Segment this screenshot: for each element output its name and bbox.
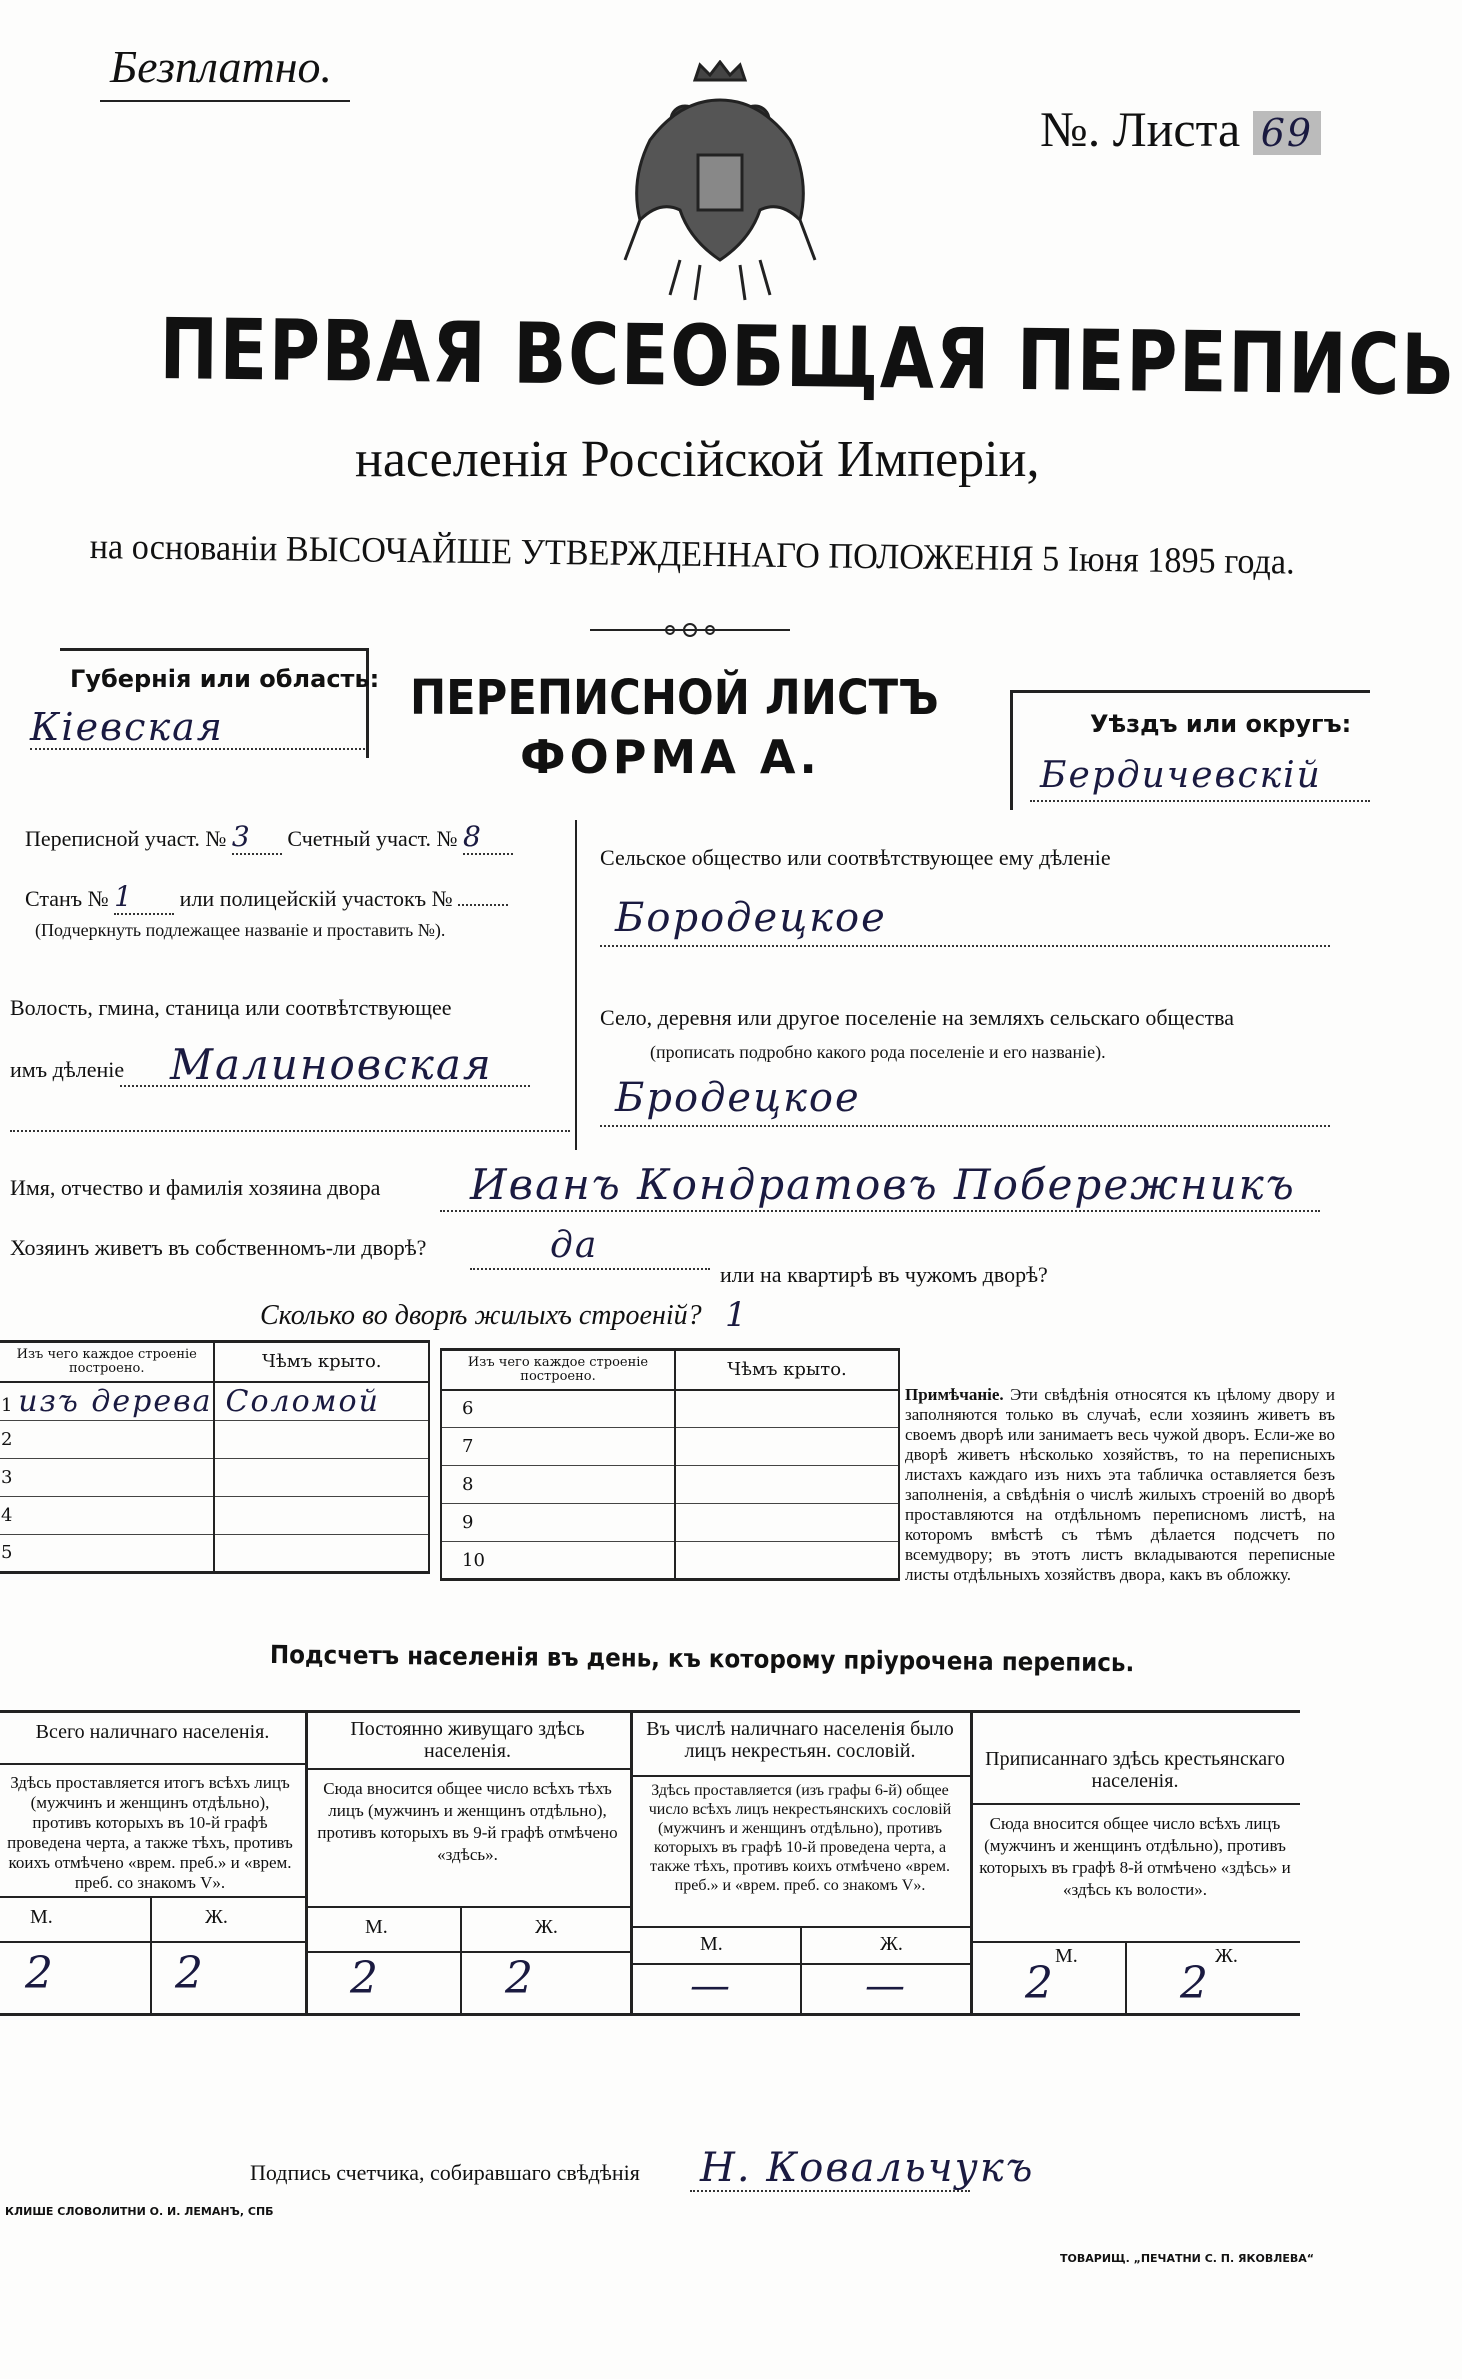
sheet-number-value: 69 — [1253, 111, 1321, 155]
village-value: Бродецкое — [615, 1075, 861, 1121]
building-row: 4 — [0, 1496, 429, 1534]
page-title: ПЕРВАЯ ВСЕОБЩАЯ ПЕРЕПИСЬ — [159, 300, 1457, 415]
form-a: ФОРМА А. — [520, 730, 821, 784]
village-label: Село, деревня или другое поселеніе на земляхъ сельскаго общества — [600, 1005, 1235, 1030]
rent-label: или на квартирѣ въ чужомъ дворѣ? — [720, 1262, 1048, 1287]
stan-line: Станъ № 1 или полицейскій участокъ № — [25, 880, 508, 915]
building-row: 5 — [0, 1534, 429, 1572]
buildings-table-right: Изъ чего каждое строеніе построено. Чѣмъ крыто. 6 7 8 9 10 — [440, 1348, 900, 1581]
sheet-number-label: №. Листа — [1040, 101, 1241, 157]
buildings-value: 1 — [725, 1295, 749, 1335]
owner-name-value: Иванъ Кондратовъ Побережникъ — [470, 1160, 1296, 1209]
population-male-value: 2 — [1025, 1958, 1055, 2009]
population-group: Всего наличнаго населенія. Здѣсь проставляется итогъ всѣхъ лицъ (мужчинъ и женщинъ отдѣльно), противъ которыхъ въ 10-й графѣ проведена черта, а также тѣхъ, противъ коихъ отмѣчено «врем. преб.» и «врем. преб. со знакомъ V». М. Ж. 2 2 — [0, 1713, 308, 2013]
own-yard-label: Хозяинъ живетъ въ собственномъ-ли дворѣ? — [10, 1235, 427, 1260]
population-group: Постоянно живущаго здѣсь населенія. Сюда вносится общее число всѣхъ тѣхъ лицъ (мужчинъ и женщинъ отдѣльно), противъ которыхъ въ 9-й графѣ отмѣчено «здѣсь». М. Ж. 2 2 — [305, 1713, 633, 2013]
page-subtitle: населенія Россійской Имперіи, — [355, 431, 1040, 488]
population-female-value: — — [865, 1963, 907, 2009]
box-divider-right — [1010, 690, 1013, 810]
building-row: 1 изъ дерева Соломой — [0, 1382, 429, 1421]
village-note: (прописать подробно какого рода поселеніе и его названіе). — [650, 1042, 1106, 1062]
remark-block — [905, 1385, 1335, 1585]
building-row: 8 — [441, 1466, 899, 1504]
signature-label: Подпись счетчика, собиравшаго свѣдѣнія — [250, 2160, 640, 2185]
population-table — [0, 1710, 1300, 2016]
box-top-left — [60, 648, 368, 651]
printer-right: ТОВАРИЩ. „ПЕЧАТНИ С. П. ЯКОВЛЕВА“ — [1060, 2252, 1314, 2265]
volost-label-2: имъ дѣленіе — [10, 1057, 125, 1082]
column-divider — [575, 820, 577, 1150]
printer-left: КЛИШЕ СЛОВОЛИТНИ О. И. ЛЕМАНЪ, СПБ — [5, 2205, 274, 2218]
building-row: 7 — [441, 1428, 899, 1466]
building-row: 2 — [0, 1420, 429, 1458]
society-value: Бородецкое — [615, 895, 887, 941]
gubernia-value: Кіевская — [30, 705, 224, 749]
building-row: 3 — [0, 1458, 429, 1496]
population-male-value: 2 — [25, 1948, 55, 1999]
form-name: ПЕРЕПИСНОЙ ЛИСТЪ — [410, 670, 939, 726]
population-group: Приписаннаго здѣсь крестьянскаго населенія. Сюда вносится общее число всѣхъ лицъ (мужчинъ и женщинъ отдѣльно), противъ которыхъ въ графѣ 8-й отмѣчено «здѣсь» и «здѣсь къ волости». М. Ж. 2 2 — [970, 1713, 1300, 2013]
volost-label: Волость, гмина, станица или соотвѣтствующее — [10, 995, 452, 1020]
volost-value: Малиновская — [170, 1040, 493, 1089]
uchast-line: Переписной участ. № 3 Счетный участ. № 8 — [25, 820, 513, 855]
uchast-value: 3 — [232, 820, 282, 855]
population-group: Въ числѣ наличнаго населенія было лицъ некрестьян. сословій. Здѣсь проставляется (изъ графы 6-й) общее число всѣхъ лицъ некрестьянскихъ сословій (мужчинъ и женщинъ отдѣльно), противъ которыхъ въ графѣ 10-й проведена черта, а также тѣхъ, противъ коихъ отмѣчено «врем. преб.» и «врем. преб. со знакомъ V». М. Ж. — — — [630, 1713, 973, 2013]
building-row: 6 — [441, 1390, 899, 1428]
legal-basis: на основаніи ВЫСОЧАЙШЕ УТВЕРЖДЕННАГО ПОЛОЖЕНІЯ 5 Іюня 1895 года. — [89, 525, 1295, 582]
owner-name-label: Имя, отчество и фамилія хозяина двора — [10, 1175, 381, 1200]
signature-value: Н. Ковальчукъ — [700, 2145, 1035, 2191]
buildings-label: Сколько во дворѣ жилыхъ строеній? — [260, 1300, 702, 1331]
buildings-table-left: Изъ чего каждое строеніе построено. Чѣмъ крыто. 1 изъ дерева Соломой 2 3 4 5 — [0, 1340, 430, 1574]
building-row: 9 — [441, 1504, 899, 1542]
free-underline — [100, 100, 350, 102]
gubernia-label: Губернія или область: — [70, 665, 380, 693]
stan-value: 1 — [114, 880, 174, 915]
population-female-value: 2 — [1180, 1958, 1210, 2009]
population-male-value: — — [690, 1963, 732, 2009]
remark-title: Примѣчаніе. — [905, 1385, 1004, 1404]
schet-value: 8 — [463, 820, 513, 855]
uezd-label: Уѣздъ или округъ: — [1090, 710, 1352, 738]
remark-text: Эти свѣдѣнія относятся къ цѣлому двору и заполняются только въ случаѣ, если хозяинъ живетъ въ своемъ дворѣ или занимаетъ весь чужой дворъ. Если-же во дворѣ живетъ нѣсколько хозяйствъ, то на переписныхъ листахъ каждаго изъ нихъ эта табличка оставляется безъ заполненія, а свѣдѣнія о числѣ жилыхъ строеній во дворѣ проставляются на отдѣльномъ переписномъ листѣ, на которомъ вмѣстѣ съ тѣмъ дѣлается подсчетъ по всемудвору; въ этотъ листъ вкладываются переписные листы отдѣльныхъ хозяйствъ двора, какъ въ обложку. — [905, 1385, 1335, 1584]
population-male-value: 2 — [350, 1953, 380, 2004]
building-row: 10 — [441, 1542, 899, 1580]
underline-note: (Подчеркнуть подлежащее названіе и проставить №). — [35, 920, 446, 940]
sheet-number — [1040, 100, 1321, 158]
double-headed-eagle-icon — [620, 60, 820, 310]
uezd-value: Бердичевскій — [1040, 755, 1322, 796]
population-female-value: 2 — [175, 1948, 205, 1999]
population-heading: Подсчетъ населенія въ день, къ которому пріурочена перепись. — [269, 1640, 1135, 1678]
free-stamp: Безплатно. — [110, 41, 333, 92]
ornament-divider — [590, 620, 790, 640]
own-yard-value: да — [550, 1225, 599, 1266]
society-label: Сельское общество или соотвѣтствующее ему дѣленіе — [600, 845, 1111, 870]
box-top-right — [1010, 690, 1370, 693]
population-female-value: 2 — [505, 1953, 535, 2004]
